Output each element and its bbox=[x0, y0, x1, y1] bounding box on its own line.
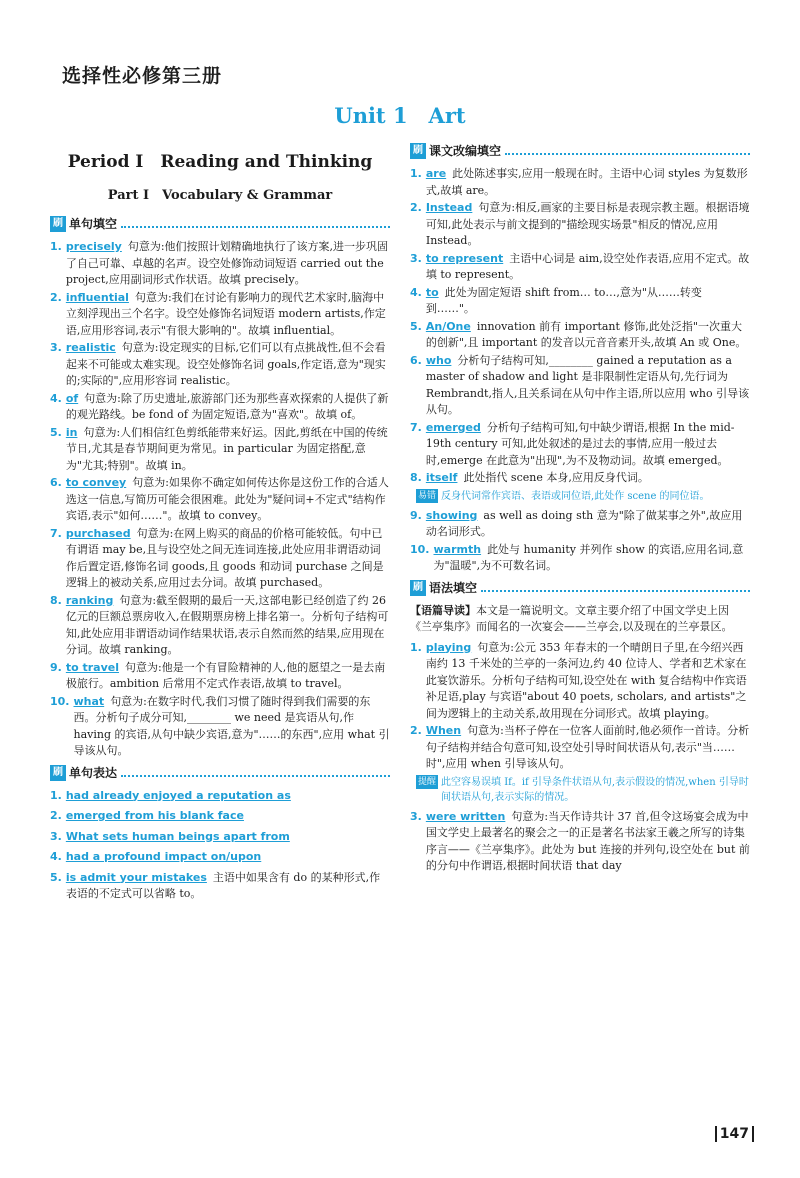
reminder-tag: 提醒 bbox=[418, 776, 437, 787]
list-item bbox=[410, 319, 750, 352]
explanation: 句意为:在网上购买的商品的价格可能较低。句中已有谓语 may be,且与设空处之间无连词连接,此处应用非谓语动词作后置定语,修饰名词 goods,且 goods 和动词 purchase 之间是逻辑上的被动关系,应用过去分词。故填 purchased。 bbox=[65, 526, 384, 589]
list-item bbox=[410, 542, 750, 575]
item-number: 6. bbox=[410, 353, 422, 367]
item-number: 5. bbox=[410, 319, 422, 333]
section-title: 语法填空 bbox=[429, 580, 478, 595]
passage-guide bbox=[410, 603, 750, 636]
explanation: 句意为:设定现实的目标,它们可以有点挑战性,但不会看起来不可能或太难实现。设空处修饰名词 goals,作定语,意为"现实的;实际的",应用形容词 realistic。 bbox=[65, 341, 386, 387]
list-item bbox=[50, 593, 390, 659]
item-number: 1. bbox=[50, 240, 62, 253]
dotted-divider bbox=[505, 147, 750, 155]
item-number: 8. bbox=[50, 593, 62, 607]
answer: in bbox=[65, 425, 78, 439]
answer: were written bbox=[425, 809, 506, 823]
fill-list bbox=[50, 239, 390, 760]
answer: emerged from his blank face bbox=[65, 809, 244, 822]
item-number: 3. bbox=[410, 251, 422, 265]
item-number: 9. bbox=[50, 660, 62, 674]
answer: had already enjoyed a reputation as bbox=[65, 788, 291, 802]
brush-tag-icon: 刷 bbox=[50, 765, 66, 781]
item-number: 3. bbox=[50, 829, 62, 843]
item-number: 6. bbox=[50, 476, 62, 489]
list-item bbox=[50, 660, 390, 693]
explanation: 分析句子结构可知,句中缺少谓语,根据 In the mid-19th century 可知,此处叙述的是过去的事情,应用一般过去时,emerge 在此意为"出现",为不及物动词。故填 emerged。 bbox=[425, 420, 735, 467]
list-item bbox=[410, 508, 750, 541]
answer: precisely bbox=[65, 240, 122, 253]
explanation: 句意为:相反,画家的主要目标是表现宗教主题。根据语境可知,此处表示与前文提到的"描绘现实场景"相反的情况,应用 Instead。 bbox=[425, 201, 750, 247]
section-header-expression bbox=[50, 762, 390, 784]
item-number: 4. bbox=[50, 391, 62, 405]
item-text bbox=[66, 391, 390, 424]
guide-text: 本文是一篇说明文。文章主要介绍了中国文学史上因《兰亭集序》而闻名的一次宴会——兰亭会,以及现在的兰亭景区。 bbox=[410, 603, 733, 633]
section-title: 课文改编填空 bbox=[429, 144, 502, 158]
list-item bbox=[50, 290, 390, 340]
list-item bbox=[410, 251, 750, 284]
explanation: 句意为:除了历史遗址,旅游部门还为那些喜欢探索的人提供了新的观光路线。be fond of 为固定短语,意为"喜欢"。故填 of。 bbox=[65, 391, 389, 421]
answer: Instead bbox=[425, 201, 473, 214]
section-header-passage bbox=[410, 140, 750, 162]
answer: emerged bbox=[425, 420, 481, 434]
item-number: 4. bbox=[50, 850, 62, 863]
explanation: 句意为:截至假期的最后一天,这部电影已经创造了约 26 亿元的巨额总票房收入,在假期票房榜上排名第一。分析句子结构可知,此处应用非谓语动词作结果状语,表示自然而然的结果,应用现在分词。故填 ranking。 bbox=[65, 593, 389, 656]
item-number: 1. bbox=[410, 167, 422, 180]
list-item bbox=[410, 809, 750, 875]
answer: to represent bbox=[425, 251, 504, 265]
answer: to bbox=[425, 285, 439, 299]
answer: When bbox=[425, 724, 462, 737]
item-number: 5. bbox=[50, 425, 62, 439]
answer: realistic bbox=[65, 341, 116, 354]
list-item bbox=[50, 475, 390, 525]
list-item bbox=[410, 285, 750, 318]
item-number: 2. bbox=[50, 290, 62, 304]
answer: what bbox=[73, 694, 105, 708]
explanation: 句意为:人们相信红色剪纸能带来好运。因此,剪纸在中国的传统节日,尤其是春节期间更为常见。in particular 为固定搭配,意为"尤其;特别"。故填 in。 bbox=[65, 425, 388, 472]
list-item bbox=[50, 694, 390, 760]
explanation: 句意为:他是一个有冒险精神的人,他的愿望之一是去南极旅行。ambition 后常用不定式作表语,故填 to travel。 bbox=[65, 660, 386, 690]
item-text bbox=[74, 694, 391, 760]
list-item bbox=[50, 239, 390, 289]
item-number: 2. bbox=[410, 724, 422, 737]
period-title: Period Ⅰ Reading and Thinking bbox=[67, 152, 373, 172]
unit-title: Unit 1 Art bbox=[334, 103, 466, 128]
list-item bbox=[410, 200, 750, 250]
item-text bbox=[66, 593, 390, 659]
item-text bbox=[66, 660, 390, 693]
explanation: 此处指代 scene 本身,应用反身代词。 bbox=[463, 471, 649, 484]
tip-note bbox=[416, 489, 750, 504]
list-item bbox=[50, 391, 390, 424]
explanation: 句意为:他们按照计划精确地执行了该方案,进一步巩固了自己可靠、卓越的名声。设空处修饰动词短语 carried out the project,应用副词形式作状语。故填 precisely。 bbox=[65, 240, 389, 286]
answer: is admit your mistakes bbox=[65, 870, 207, 884]
answer: influential bbox=[65, 290, 129, 304]
answer: of bbox=[65, 391, 79, 405]
explanation: 句意为:当天作诗共计 37 首,但令这场宴会成为中国文学史上最著名的聚会之一的正是著名书法家王羲之所写的诗集序言——《兰亭集序》。此处为 but 连接的并列句,设空处在 but 前的分句中作谓语,根据时间状语 that day bbox=[425, 809, 750, 872]
list-item bbox=[410, 470, 750, 487]
list-item bbox=[410, 723, 750, 773]
list-item bbox=[50, 340, 390, 390]
list-item bbox=[410, 420, 750, 470]
list-item bbox=[50, 849, 390, 866]
page-number: 147 bbox=[715, 1126, 754, 1142]
answer: warmth bbox=[433, 542, 482, 556]
item-text bbox=[66, 425, 390, 475]
section-title: 单句填空 bbox=[69, 217, 118, 231]
item-text bbox=[66, 475, 390, 525]
brush-tag-icon: 刷 bbox=[410, 580, 426, 596]
answer: itself bbox=[425, 471, 458, 484]
tip-text: 反身代词常作宾语、表语或同位语,此处作 scene 的同位语。 bbox=[441, 490, 710, 502]
answer: showing bbox=[425, 508, 478, 522]
answer: who bbox=[425, 353, 452, 367]
item-number: 10. bbox=[410, 542, 430, 556]
item-text bbox=[66, 239, 390, 289]
dotted-divider bbox=[121, 769, 390, 777]
item-number: 2. bbox=[50, 809, 62, 822]
item-number: 7. bbox=[50, 526, 62, 540]
explanation: 句意为:如果你不确定如何传达你是这份工作的合适人选这一信息,写简历可能会很困难。此处为"疑问词+不定式"结构作宾语,表示"如何……"。故填 to convey。 bbox=[65, 476, 389, 522]
answer: are bbox=[425, 167, 447, 180]
guide-label: 【语篇导读】 bbox=[410, 603, 476, 617]
answer: What sets human beings apart from bbox=[65, 829, 290, 843]
dotted-divider bbox=[481, 584, 750, 592]
answer: purchased bbox=[65, 526, 131, 540]
list-item bbox=[410, 353, 750, 419]
list-item bbox=[410, 166, 750, 199]
brush-tag-icon: 刷 bbox=[410, 143, 426, 159]
reminder-note bbox=[416, 775, 750, 805]
tip-tag: 易错 bbox=[418, 490, 437, 501]
book-title: 选择性必修第三册 bbox=[62, 65, 223, 87]
list-item bbox=[50, 829, 390, 846]
answer: had a profound impact on/upon bbox=[65, 850, 262, 863]
item-number: 1. bbox=[410, 640, 422, 654]
list-item bbox=[410, 640, 750, 723]
list-item bbox=[50, 526, 390, 592]
item-number: 1. bbox=[50, 788, 62, 802]
section-header-grammar bbox=[410, 577, 750, 599]
answer: to convey bbox=[65, 476, 127, 489]
explanation: 句意为:公元 353 年春末的一个晴朗日子里,在今绍兴西南约 13 千米处的兰亭的一条河边,约 40 位诗人、学者和艺术家在此宴饮游乐。分析句子结构可知,设空处在 with 复合结构中作宾语补足语,play 与宾语"about 40 poets, scholars, and artists"之间为逻辑上的主动关系,故用现在分词形式。故填 playing。 bbox=[425, 640, 747, 720]
list-item bbox=[50, 788, 390, 805]
answer: ranking bbox=[65, 593, 114, 607]
item-number: 2. bbox=[410, 201, 422, 214]
explanation: 此处与 humanity 并列作 show 的宾语,应用名词,意为"温暖",为不可数名词。 bbox=[433, 542, 744, 572]
explanation: 主语中心词是 aim,设空处作表语,应用不定式。故填 to represent。 bbox=[425, 251, 750, 281]
item-number: 8. bbox=[410, 471, 422, 484]
explanation: 此处陈述事实,应用一般现在时。主语中心词 styles 为复数形式,故填 are。 bbox=[425, 167, 748, 197]
section-header-fill bbox=[50, 213, 390, 235]
item-number: 3. bbox=[410, 809, 422, 823]
explanation: 主语中如果含有 do 的某种形式,作表语的不定式可以省略 to。 bbox=[65, 870, 381, 900]
item-text bbox=[66, 526, 390, 592]
answer: to travel bbox=[65, 660, 119, 674]
list-item bbox=[50, 425, 390, 475]
brush-tag-icon: 刷 bbox=[50, 216, 66, 232]
item-number: 7. bbox=[410, 420, 422, 434]
item-number: 10. bbox=[50, 694, 70, 708]
section-title: 单句表达 bbox=[69, 765, 118, 780]
part-title: Part Ⅰ Vocabulary & Grammar bbox=[107, 187, 333, 203]
item-number: 5. bbox=[50, 870, 62, 884]
reminder-text: 此空容易误填 If。if 引导条件状语从句,表示假设的情况,when 引导时间状语从句,表示实际的情况。 bbox=[441, 776, 749, 803]
list-item bbox=[50, 870, 390, 903]
explanation: 此处为固定短语 shift from… to…,意为"从……转变到……"。 bbox=[425, 285, 702, 315]
right-column bbox=[410, 138, 750, 876]
list-item bbox=[50, 808, 390, 825]
dotted-divider bbox=[121, 220, 390, 228]
answer: playing bbox=[425, 640, 472, 654]
explanation: as well as doing sth 意为"除了做某事之外",故应用动名词形式。 bbox=[425, 508, 743, 538]
item-number: 4. bbox=[410, 285, 422, 299]
explanation: innovation 前有 important 修饰,此处泛指"一次重大的创新",且 important 的发音以元音音素开头,故填 An 或 One。 bbox=[425, 319, 747, 349]
answer: An/One bbox=[425, 319, 471, 333]
item-number: 9. bbox=[410, 508, 422, 522]
item-number: 3. bbox=[50, 341, 62, 354]
left-column bbox=[50, 140, 390, 907]
item-text bbox=[66, 290, 390, 340]
item-text bbox=[66, 340, 390, 390]
explanation: 分析句子结构可知,________ gained a reputation as a master of shadow and light 是非限制性定语从句,先行词为 Rembrandt,指人,且关系词在从句中作主语,所以应用 who 引导该从句。 bbox=[425, 353, 750, 416]
explanation: 句意为:在数字时代,我们习惯了随时得到我们需要的东西。分析句子成分可知,________ we need 是宾语从句,作 having 的宾语,从句中缺少宾语,意为"……的东西",应用 what 引导该从句。 bbox=[73, 694, 390, 757]
explanation: 句意为:我们在讨论有影响力的现代艺术家时,脑海中立刻浮现出三个名字。设空处修饰名词短语 modern artists,作定语,应用形容词,表示"有很大影响的"。故填 influential。 bbox=[65, 290, 386, 337]
explanation: 句意为:当杯子停在一位客人面前时,他必须作一首诗。分析句子结构并结合句意可知,设空处引导时间状语从句,表示"当……时",应用 when 引导该从句。 bbox=[425, 724, 750, 770]
